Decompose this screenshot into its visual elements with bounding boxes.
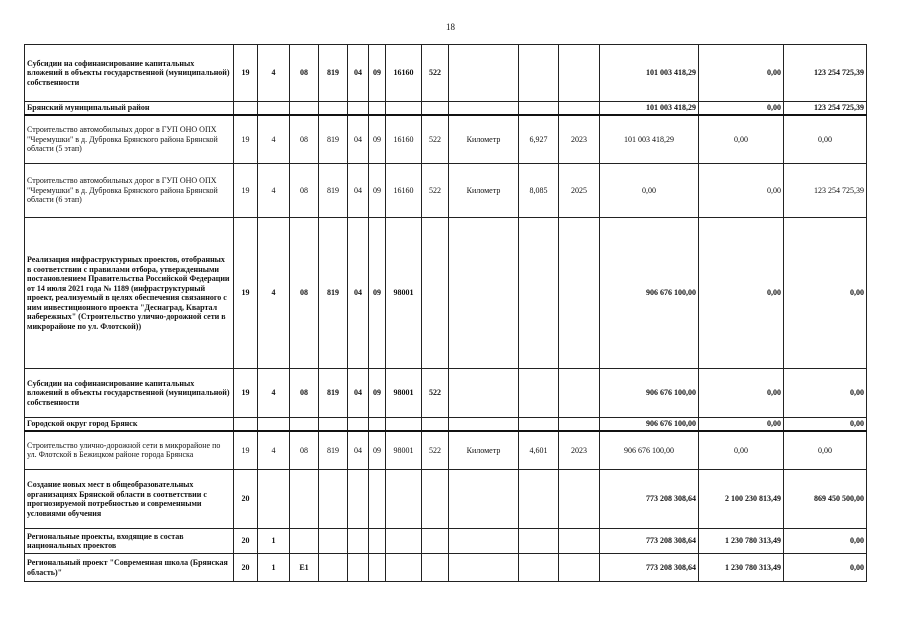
amount-year-1: 773 208 308,64: [600, 554, 699, 582]
code-direction: 98001: [386, 431, 422, 470]
completion-year: 2023: [559, 115, 600, 164]
amount-year-1: 101 003 418,29: [600, 115, 699, 164]
code-subsection: 09: [369, 164, 386, 218]
capacity: [519, 529, 559, 554]
code-expense-type: [422, 554, 449, 582]
code-subprogram: 1: [258, 554, 290, 582]
capacity: [519, 418, 559, 431]
unit-of-measure: [449, 369, 519, 418]
page-number: 18: [446, 22, 455, 32]
code-program: 19: [234, 164, 258, 218]
code-ministry: 819: [319, 45, 348, 102]
unit-of-measure: [449, 470, 519, 529]
code-section: 04: [348, 164, 369, 218]
amount-year-3: 0,00: [784, 218, 867, 369]
amount-year-1: 0,00: [600, 164, 699, 218]
code-subprogram: [258, 470, 290, 529]
code-project: 08: [290, 164, 319, 218]
code-subsection: 09: [369, 45, 386, 102]
row-name: Строительство автомобильных дорог в ГУП ОНО ОПХ "Черемушки" в д. Дубровка Брянского района Брянской области (6 этап): [25, 164, 234, 218]
capacity: [519, 470, 559, 529]
amount-year-3: 0,00: [784, 418, 867, 431]
code-expense-type: 522: [422, 369, 449, 418]
code-expense-type: 522: [422, 431, 449, 470]
amount-year-3: 0,00: [784, 369, 867, 418]
code-subsection: 09: [369, 218, 386, 369]
amount-year-2: 0,00: [699, 115, 784, 164]
amount-year-1: 906 676 100,00: [600, 418, 699, 431]
code-section: [348, 554, 369, 582]
code-section: 04: [348, 218, 369, 369]
code-subprogram: 4: [258, 369, 290, 418]
code-project: 08: [290, 45, 319, 102]
amount-year-1: 906 676 100,00: [600, 431, 699, 470]
code-direction: 16160: [386, 45, 422, 102]
code-program: [234, 418, 258, 431]
code-direction: 16160: [386, 164, 422, 218]
amount-year-3: 123 254 725,39: [784, 45, 867, 102]
capacity: 8,085: [519, 164, 559, 218]
unit-of-measure: [449, 418, 519, 431]
amount-year-2: 1 230 780 313,49: [699, 554, 784, 582]
row-name: Строительство улично-дорожной сети в микрорайоне по ул. Флотской в Бежицком районе города Брянска: [25, 431, 234, 470]
row-name: Субсидии на софинансирование капитальных вложений в объекты государственной (муниципальной) собственности: [25, 369, 234, 418]
completion-year: [559, 369, 600, 418]
code-subprogram: 1: [258, 529, 290, 554]
budget-table: [24, 44, 867, 582]
table-row: [25, 218, 867, 369]
code-program: 19: [234, 369, 258, 418]
capacity: [519, 554, 559, 582]
code-expense-type: [422, 218, 449, 369]
table-row: [25, 554, 867, 582]
capacity: [519, 218, 559, 369]
code-project: [290, 470, 319, 529]
code-project: [290, 418, 319, 431]
code-program: 19: [234, 45, 258, 102]
code-ministry: [319, 418, 348, 431]
capacity: 4,601: [519, 431, 559, 470]
code-subprogram: [258, 418, 290, 431]
code-expense-type: 522: [422, 45, 449, 102]
code-subprogram: 4: [258, 218, 290, 369]
unit-of-measure: [449, 529, 519, 554]
code-subsection: [369, 529, 386, 554]
unit-of-measure: Километр: [449, 115, 519, 164]
code-program: 19: [234, 115, 258, 164]
amount-year-3: 0,00: [784, 529, 867, 554]
code-ministry: 819: [319, 218, 348, 369]
amount-year-1: 773 208 308,64: [600, 470, 699, 529]
amount-year-3: 0,00: [784, 554, 867, 582]
amount-year-1: 906 676 100,00: [600, 218, 699, 369]
completion-year: 2025: [559, 164, 600, 218]
capacity: [519, 45, 559, 102]
code-project: E1: [290, 554, 319, 582]
code-ministry: [319, 102, 348, 115]
code-expense-type: [422, 529, 449, 554]
code-direction: [386, 554, 422, 582]
code-expense-type: 522: [422, 115, 449, 164]
table-body: [25, 45, 867, 582]
amount-year-3: 123 254 725,39: [784, 102, 867, 115]
unit-of-measure: Километр: [449, 431, 519, 470]
code-subprogram: 4: [258, 45, 290, 102]
code-ministry: 819: [319, 431, 348, 470]
table-row: [25, 470, 867, 529]
table-row: [25, 431, 867, 470]
code-program: 20: [234, 554, 258, 582]
code-project: 08: [290, 369, 319, 418]
code-direction: [386, 470, 422, 529]
table-row: [25, 164, 867, 218]
completion-year: [559, 418, 600, 431]
amount-year-1: 906 676 100,00: [600, 369, 699, 418]
code-project: [290, 102, 319, 115]
code-project: 08: [290, 115, 319, 164]
code-direction: [386, 102, 422, 115]
code-subsection: 09: [369, 369, 386, 418]
code-project: [290, 529, 319, 554]
amount-year-2: 0,00: [699, 431, 784, 470]
code-direction: 98001: [386, 369, 422, 418]
amount-year-2: 0,00: [699, 369, 784, 418]
completion-year: 2023: [559, 431, 600, 470]
code-section: 04: [348, 45, 369, 102]
amount-year-2: 0,00: [699, 418, 784, 431]
code-section: 04: [348, 115, 369, 164]
code-direction: 16160: [386, 115, 422, 164]
completion-year: [559, 102, 600, 115]
code-ministry: [319, 470, 348, 529]
amount-year-2: 1 230 780 313,49: [699, 529, 784, 554]
unit-of-measure: [449, 218, 519, 369]
code-section: [348, 470, 369, 529]
row-name: Городской округ город Брянск: [25, 418, 234, 431]
code-ministry: [319, 529, 348, 554]
amount-year-2: 0,00: [699, 164, 784, 218]
row-name: Брянский муниципальный район: [25, 102, 234, 115]
row-name: Субсидии на софинансирование капитальных вложений в объекты государственной (муниципальной) собственности: [25, 45, 234, 102]
unit-of-measure: Километр: [449, 164, 519, 218]
table-row: [25, 369, 867, 418]
amount-year-1: 773 208 308,64: [600, 529, 699, 554]
completion-year: [559, 554, 600, 582]
code-direction: 98001: [386, 218, 422, 369]
completion-year: [559, 218, 600, 369]
code-subsection: 09: [369, 115, 386, 164]
code-subsection: [369, 418, 386, 431]
table-row: [25, 45, 867, 102]
code-section: [348, 418, 369, 431]
amount-year-1: 101 003 418,29: [600, 102, 699, 115]
code-subsection: [369, 470, 386, 529]
code-section: [348, 529, 369, 554]
code-subprogram: 4: [258, 115, 290, 164]
code-program: 20: [234, 529, 258, 554]
code-ministry: [319, 554, 348, 582]
code-program: [234, 102, 258, 115]
unit-of-measure: [449, 102, 519, 115]
code-expense-type: [422, 470, 449, 529]
code-subprogram: [258, 102, 290, 115]
completion-year: [559, 45, 600, 102]
code-subsection: [369, 102, 386, 115]
amount-year-2: 2 100 230 813,49: [699, 470, 784, 529]
table-row: [25, 529, 867, 554]
capacity: [519, 369, 559, 418]
code-ministry: 819: [319, 115, 348, 164]
code-section: 04: [348, 431, 369, 470]
code-project: 08: [290, 431, 319, 470]
amount-year-3: 869 450 500,00: [784, 470, 867, 529]
amount-year-3: 0,00: [784, 431, 867, 470]
code-project: 08: [290, 218, 319, 369]
amount-year-3: 123 254 725,39: [784, 164, 867, 218]
amount-year-2: 0,00: [699, 45, 784, 102]
capacity: 6,927: [519, 115, 559, 164]
code-ministry: 819: [319, 369, 348, 418]
code-program: 20: [234, 470, 258, 529]
code-expense-type: 522: [422, 164, 449, 218]
table-row: [25, 418, 867, 431]
completion-year: [559, 529, 600, 554]
code-subsection: [369, 554, 386, 582]
row-name: Реализация инфраструктурных проектов, отобранных в соответствии с правилами отбора, утвержденными постановлением Правительства Российской Федерации от 14 июля 2021 года № 1189 (инфраструктурный проект, реализуемый в целях обеспечения связанного с ним инвестиционного проекта "Деснаград, Квартал набережных" (Строительство улично-дорожной сети в микрорайоне по ул. Флотской)): [25, 218, 234, 369]
code-ministry: 819: [319, 164, 348, 218]
code-direction: [386, 529, 422, 554]
table-row: [25, 102, 867, 115]
table-row: [25, 115, 867, 164]
row-name: Создание новых мест в общеобразовательных организациях Брянской области в соответствии с прогнозируемой потребностью и современными условиями обучения: [25, 470, 234, 529]
code-expense-type: [422, 418, 449, 431]
amount-year-3: 0,00: [784, 115, 867, 164]
code-subsection: 09: [369, 431, 386, 470]
row-name: Региональный проект "Современная школа (Брянская область)": [25, 554, 234, 582]
completion-year: [559, 470, 600, 529]
unit-of-measure: [449, 45, 519, 102]
row-name: Строительство автомобильных дорог в ГУП ОНО ОПХ "Черемушки" в д. Дубровка Брянского района Брянской области (5 этап): [25, 115, 234, 164]
row-name: Региональные проекты, входящие в состав национальных проектов: [25, 529, 234, 554]
code-direction: [386, 418, 422, 431]
capacity: [519, 102, 559, 115]
code-program: 19: [234, 431, 258, 470]
code-subprogram: 4: [258, 164, 290, 218]
code-program: 19: [234, 218, 258, 369]
code-subprogram: 4: [258, 431, 290, 470]
amount-year-2: 0,00: [699, 218, 784, 369]
amount-year-1: 101 003 418,29: [600, 45, 699, 102]
code-expense-type: [422, 102, 449, 115]
code-section: 04: [348, 369, 369, 418]
amount-year-2: 0,00: [699, 102, 784, 115]
code-section: [348, 102, 369, 115]
unit-of-measure: [449, 554, 519, 582]
